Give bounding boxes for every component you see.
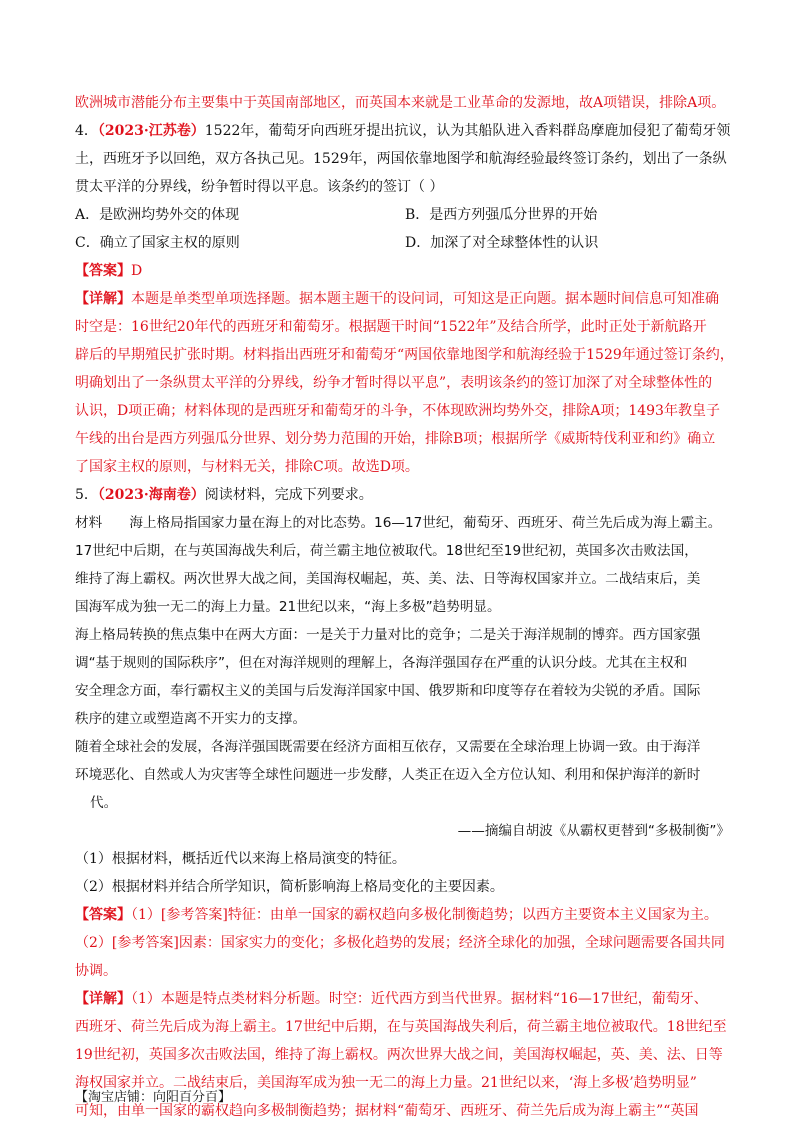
q5-stem-text: 阅读材料，完成下列要求。 bbox=[204, 487, 373, 503]
q5-material-line-1: 材料 海上格局指国家力量在海上的对比态势。16—17世纪，葡萄牙、西班牙、荷兰先后成为海上霸主。 bbox=[75, 515, 722, 531]
q5-answer-line-3: 协调。 bbox=[75, 963, 117, 979]
q5-material-line-3: 维持了海上霸权。两次世界大战之间，美国海权崛起，英、美、法、日等海权国家并立。二战结束后，美 bbox=[75, 571, 701, 587]
q5-stem-line bbox=[75, 484, 735, 506]
q5-detail-text-1: （1）本题是特点类材料分析题。时空：近代西方到当代世界。据材料“16—17世纪，葡萄牙、 bbox=[131, 991, 708, 1007]
q4-detail-line-3: 辟后的早期殖民扩张时期。材料指出西班牙和葡萄牙“两国依靠地图学和航海经验于1529年通过签订条约， bbox=[75, 347, 734, 363]
prev-detail-line: 欧洲城市潜能分布主要集中于英国南部地区，而英国本来就是工业革命的发源地，故A项错误，排除A项。 bbox=[75, 95, 726, 111]
q4-option-b: B．是西方列强瓜分世界的开始 bbox=[405, 207, 598, 223]
q5-answer-line-1 bbox=[75, 904, 735, 926]
q5-answer-text-1: （1）[参考答案]特征：由单一国家的霸权趋向多极化制衡趋势；以西方主要资本主义国家为主。 bbox=[131, 907, 718, 923]
q5-material-line-10: 环境恶化、自然或人为灾害等全球性问题进一步发酵，人类正在迈入全方位认知、利用和保护海洋的新时 bbox=[75, 767, 701, 783]
q5-requirement-2: （2）根据材料并结合所学知识，简析影响海上格局变化的主要因素。 bbox=[75, 879, 504, 895]
q4-detail-label: 【详解】 bbox=[75, 291, 131, 307]
q5-detail-line-2: 西班牙、荷兰先后成为海上霸主。17世纪中后期，在与英国海战失利后，荷兰霸主地位被取代。18世纪至 bbox=[75, 1019, 727, 1035]
q4-stem-text-1: 1522年，葡萄牙向西班牙提出抗议，认为其船队进入香料群岛摩鹿加侵犯了葡萄牙领 bbox=[204, 123, 731, 139]
q5-detail-line-1 bbox=[75, 988, 735, 1010]
q4-answer-label: 【答案】 bbox=[75, 263, 131, 279]
q4-answer-value: D bbox=[131, 263, 143, 279]
q5-detail-line-4: 海权国家并立。二战结束后，美国海军成为独一无二的海上力量。21世纪以来，‘海上多极’趋势明显” bbox=[75, 1075, 697, 1091]
q5-material-line-9: 随着全球社会的发展，各海洋强国既需要在经济方面相互依存，又需要在全球治理上协调一致。由于海洋 bbox=[75, 739, 701, 755]
q4-number: 4． bbox=[75, 123, 98, 139]
q5-material-line-8: 秩序的建立或塑造离不开实力的支撑。 bbox=[75, 711, 307, 727]
q5-detail-line-3: 19世纪初，英国多次击败法国，维持了海上霸权。两次世界大战之间，美国海权崛起，英、美、法、日等 bbox=[75, 1047, 723, 1063]
q5-detail-line-5: 可知，由单一国家的霸权趋向多极制衡趋势；据材料“葡萄牙、西班牙、荷兰先后成为海上霸主”“英国 bbox=[75, 1103, 699, 1119]
q4-source: （2023·江苏卷） bbox=[97, 123, 205, 139]
q5-answer-line-2: （2）[参考答案]因素：国家实力的变化；多极化趋势的发展；经济全球化的加强，全球问题需要各国共同 bbox=[75, 935, 725, 951]
q4-detail-line-4: 明确划出了一条纵贯太平洋的分界线，纷争才暂时得以平息”，表明该条约的签订加深了对全球整体性的 bbox=[75, 375, 713, 391]
q5-material-line-2: 17世纪中后期，在与英国海战失利后，荷兰霸主地位被取代。18世纪至19世纪初，英国多次击败法国， bbox=[75, 543, 698, 559]
q4-detail-line-6: 午线的出台是西方列强瓜分世界、划分势力范围的开始，排除B项；根据所学《威斯特伐利亚和约》确立 bbox=[75, 431, 716, 447]
q5-material-line-5: 海上格局转换的焦点集中在两大方面：一是关于力量对比的竞争；二是关于海洋规制的博弈。西方国家强 bbox=[75, 627, 701, 643]
q5-requirement-1: （1）根据材料，概括近代以来海上格局演变的特征。 bbox=[75, 851, 406, 867]
q5-material-line-7: 安全理念方面，奉行霸权主义的美国与后发海洋国家中国、俄罗斯和印度等存在着较为尖锐的矛盾。国际 bbox=[75, 683, 701, 699]
q5-source: （2023·海南卷） bbox=[97, 487, 205, 503]
q4-detail-line-7: 了国家主权的原则，与材料无关，排除C项。故选D项。 bbox=[75, 459, 419, 475]
q4-option-a: A．是欧洲均势外交的体现 bbox=[75, 207, 240, 223]
q5-answer-label: 【答案】 bbox=[75, 907, 131, 923]
q5-material-line-11: 代。 bbox=[90, 795, 118, 811]
q4-option-c: C．确立了国家主权的原则 bbox=[75, 235, 240, 251]
q4-detail-text-1: 本题是单类型单项选择题。据本题主题干的设问词，可知这是正向题。据本题时间信息可知准确 bbox=[131, 291, 719, 307]
q4-option-d: D．加深了对全球整体性的认识 bbox=[405, 235, 599, 251]
q4-stem-line-1 bbox=[75, 120, 735, 142]
q4-detail-line-5: 认识，D项正确；材料体现的是西班牙和葡萄牙的斗争，不体现欧洲均势外交，排除A项；1493年教皇子 bbox=[75, 403, 720, 419]
q4-answer bbox=[75, 260, 735, 282]
q5-material-line-4: 国海军成为独一无二的海上力量。21世纪以来，“海上多极”趋势明显。 bbox=[75, 599, 501, 615]
q4-stem-line-2: 土，西班牙予以回绝，双方各执己见。1529年，两国依靠地图学和航海经验最终签订条约，划出了一条纵 bbox=[75, 151, 727, 167]
q5-material-citation: ——摘编自胡波《从霸权更替到“多极制衡”》 bbox=[457, 823, 730, 839]
q4-detail-line-1 bbox=[75, 288, 735, 310]
page-footer: 【淘宝店铺：向阳百分百】 bbox=[75, 1090, 232, 1105]
q5-detail-label: 【详解】 bbox=[75, 991, 131, 1007]
q5-number: 5． bbox=[75, 487, 98, 503]
q4-stem-line-3: 贯太平洋的分界线，纷争暂时得以平息。该条约的签订（ ） bbox=[75, 179, 444, 195]
q5-material-line-6: 调“基于规则的国际秩序”，但在对海洋规则的理解上，各海洋强国存在严重的认识分歧。尤其在主权和 bbox=[75, 655, 688, 671]
q4-detail-line-2: 时空是：16世纪20年代的西班牙和葡萄牙。根据题干时间“1522年”及结合所学，此时正处于新航路开 bbox=[75, 319, 707, 335]
